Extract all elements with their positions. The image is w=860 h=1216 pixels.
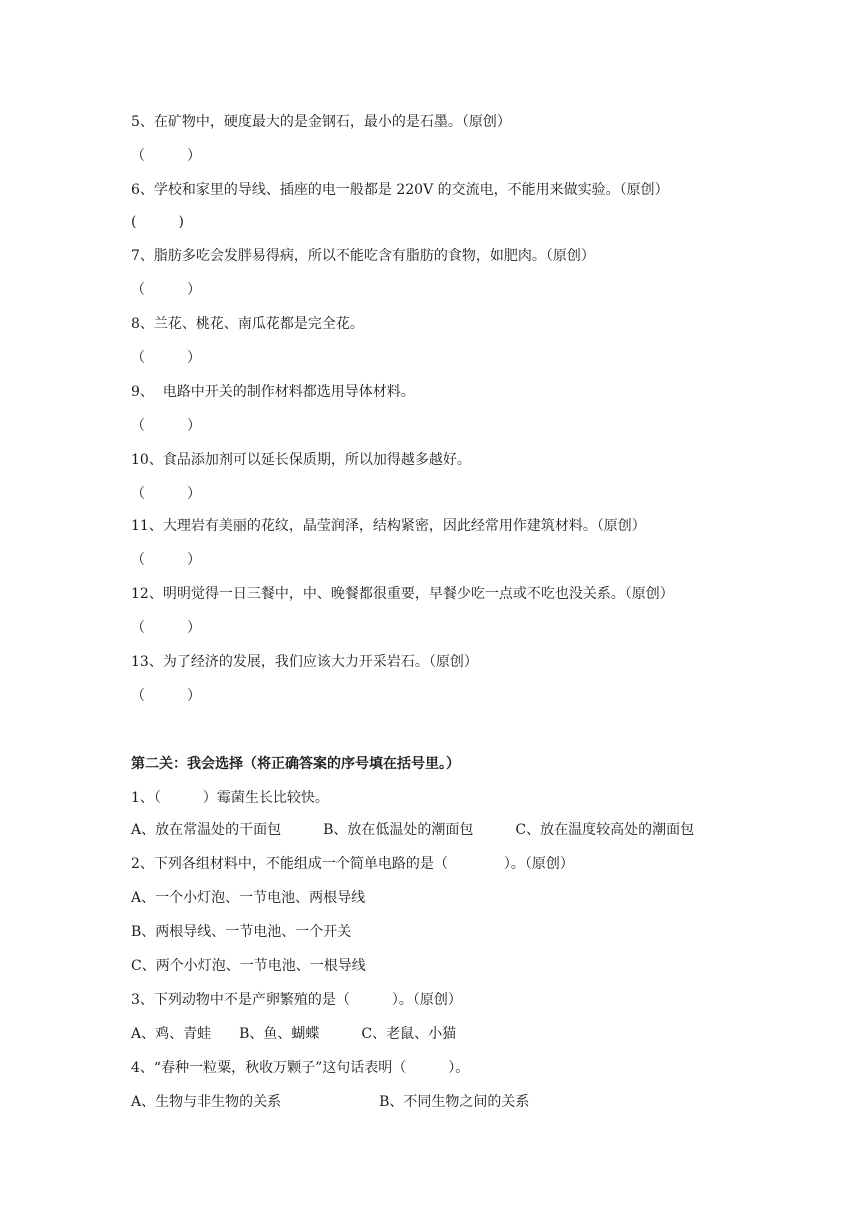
answer-blank-6: ( ) (131, 214, 184, 230)
mc-question-3: 3、下列动物中不是产卵繁殖的是（ ）。（原创） (131, 992, 462, 1008)
question-9: 9、 电路中开关的制作材料都选用导体材料。 (131, 384, 415, 400)
answer-blank-7: （ ） (131, 282, 201, 298)
answer-blank-11: （ ） (131, 552, 201, 568)
question-12: 12、明明觉得一日三餐中，中、晚餐都很重要，早餐少吃一点或不吃也没关系。（原创） (131, 586, 674, 602)
answer-blank-12: （ ） (131, 620, 201, 636)
answer-blank-5: （ ） (131, 148, 201, 164)
mc-question-4: 4、“春种一粒粟，秋收万颗子”这句话表明（ ）。 (131, 1060, 470, 1076)
mc-question-1: 1、（ ）霉菌生长比较快。 (131, 790, 329, 806)
answer-blank-13: （ ） (131, 688, 201, 704)
mc-option-2c: C、两个小灯泡、一节电池、一根导线 (131, 958, 366, 974)
answer-blank-8: （ ） (131, 350, 201, 366)
mc-options-1: A、放在常温处的干面包 B、放在低温处的潮面包 C、放在温度较高处的潮面包 (131, 822, 695, 838)
question-7: 7、脂肪多吃会发胖易得病，所以不能吃含有脂肪的食物，如肥肉。（原创） (131, 248, 595, 264)
answer-blank-9: （ ） (131, 418, 201, 434)
mc-question-2: 2、下列各组材料中，不能组成一个简单电路的是（ ）。（原创） (131, 856, 574, 872)
answer-blank-10: （ ） (131, 486, 201, 502)
question-13: 13、为了经济的发展，我们应该大力开采岩石。（原创） (131, 654, 478, 670)
question-6: 6、学校和家里的导线、插座的电一般都是 220V 的交流电，不能用来做实验。（原创） (131, 182, 669, 198)
mc-option-2b: B、两根导线、一节电池、一个开关 (131, 924, 352, 940)
question-11: 11、大理岩有美丽的花纹，晶莹润泽，结构紧密，因此经常用作建筑材料。（原创） (131, 518, 646, 534)
question-5: 5、在矿物中，硬度最大的是金钢石，最小的是石墨。（原创） (131, 114, 511, 130)
mc-option-2a: A、一个小灯泡、一节电池、两根导线 (131, 890, 366, 906)
mc-options-4: A、生物与非生物的关系 B、不同生物之间的关系 (131, 1094, 530, 1110)
question-8: 8、兰花、桃花、南瓜花都是完全花。 (131, 316, 364, 332)
section-heading: 第二关：我会选择（将正确答案的序号填在括号里。） (131, 756, 460, 772)
mc-options-3: A、鸡、青蛙 B、鱼、蝴蝶 C、老鼠、小猫 (131, 1026, 457, 1042)
question-10: 10、食品添加剂可以延长保质期，所以加得越多越好。 (131, 452, 471, 468)
